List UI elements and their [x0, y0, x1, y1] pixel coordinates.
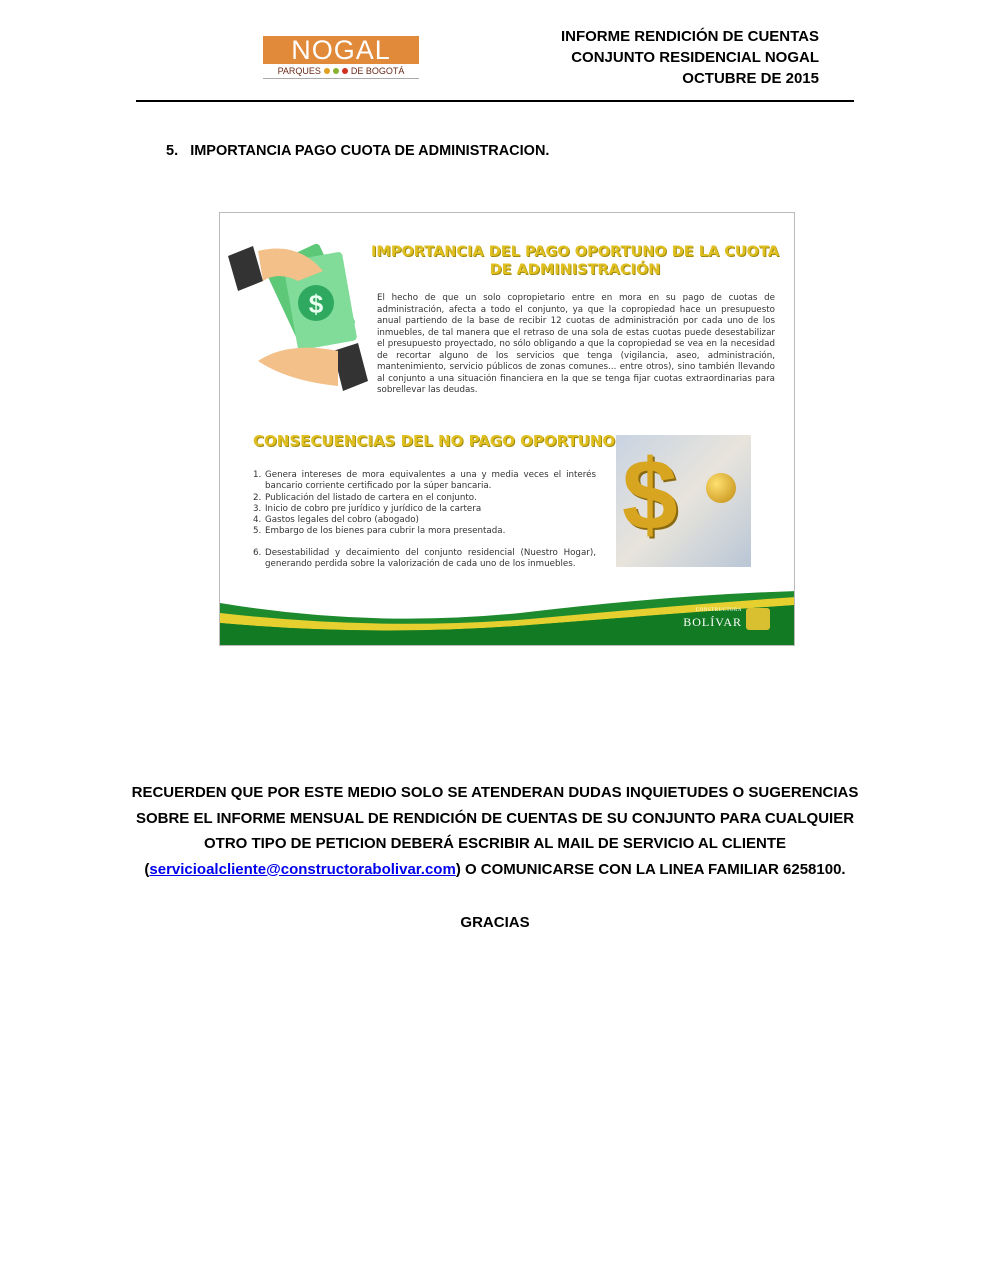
thanks-text: GRACIAS: [460, 914, 530, 931]
item-number: 5.: [253, 526, 262, 537]
email-link[interactable]: servicioalcliente@constructorabolivar.com: [149, 860, 456, 878]
gold-dollar-illustration: [616, 435, 751, 567]
item-text: Inicio de cobro pre jurídico y jurídico de la cartera: [265, 503, 482, 514]
tree-icon: [324, 68, 330, 74]
section-heading: [166, 143, 549, 159]
slide-title: IMPORTANCIA DEL PAGO OPORTUNO DE LA CUOTA DE ADMINISTRACIÓN: [371, 244, 779, 278]
item-number: 4.: [253, 515, 262, 526]
item-number: 3.: [253, 503, 262, 514]
list-item: [253, 470, 596, 493]
report-header: [561, 26, 819, 89]
header-line: CONJUNTO RESIDENCIAL NOGAL: [571, 49, 819, 66]
list-item: [253, 515, 596, 526]
logo-tagline-right: DE BOGOTÁ: [350, 66, 405, 76]
svg-text:$: $: [308, 289, 324, 319]
header-divider: [136, 100, 854, 102]
footer-notice: [120, 780, 870, 882]
brand-small: CONSTRUCTORA: [695, 608, 742, 613]
figure-icon: [706, 473, 736, 503]
item-text: Publicación del listado de cartera en el conjunto.: [265, 492, 477, 503]
brand-name: BOLÍVAR: [683, 615, 742, 629]
list-item: [253, 504, 596, 515]
list-item: [253, 526, 596, 537]
consequences-title: CONSECUENCIAS DEL NO PAGO OPORTUNO: [253, 432, 616, 450]
item-text: Desestabilidad y decaimiento del conjunto residencial (Nuestro Hogar), generando perdida sobre la valorización de cada uno de los inmuebles.: [265, 547, 596, 570]
slide-body: El hecho de que un solo copropietario entre en mora en su pago de cuotas de administración, afecta a todo el conjunto, ya que la copropiedad hace un presupuesto anual partiendo de la base de recibir 12 cuotas de administración por cada uno de los inmuebles, de tal manera que el retraso de una sola de estas cuotas puede desestabilizar el presupuesto proyectado, no sólo obligando a que la copropiedad se vea en la necesidad de recortar alguno de los servicios que tenga (vigilancia, aseo, administración, mantenimiento, servicio públicos de zonas comunes... entre otros), sino también llevando al conjunto a una situación financiera en la que se tenga fijar cuotas extraordinarias para sobrellevar las deudas.: [377, 293, 775, 395]
list-item: [253, 493, 596, 504]
logo-name: NOGAL: [263, 36, 419, 64]
bolivar-logo-icon: [746, 608, 770, 630]
nogal-logo: [263, 36, 419, 80]
notice-text: RECUERDEN QUE POR ESTE MEDIO SOLO SE ATENDERAN DUDAS INQUIETUDES O SUGERENCIAS SOBRE EL INFORME MENSUAL DE RENDICIÓN DE CUENTAS DE SU CONJUNTO PARA CUALQUIER OTRO TIPO DE PETICION DEBERÁ ESCRIBIR AL MAIL DE SERVICIO AL CLIENTE (: [131, 784, 859, 878]
item-text: Genera intereses de mora equivalentes a una y media veces el interés bancario corriente certificado por la súper bancaria.: [265, 470, 596, 492]
item-number: 1.: [253, 470, 262, 480]
item-text: Embargo de los bienes para cubrir la mora presentada.: [265, 526, 506, 537]
section-title: IMPORTANCIA PAGO CUOTA DE ADMINISTRACION.: [190, 143, 550, 159]
hands-money-icon: [228, 231, 368, 411]
bolivar-brand: [683, 608, 742, 631]
item-text: Gastos legales del cobro (abogado): [265, 515, 419, 526]
tree-icon: [333, 68, 339, 74]
tree-icon: [342, 68, 348, 74]
notice-text-end: ) O COMUNICARSE CON LA LINEA FAMILIAR 6258100.: [455, 860, 846, 878]
item-number: 2.: [253, 492, 262, 503]
logo-tagline-left: PARQUES: [277, 66, 321, 76]
header-line: INFORME RENDICIÓN DE CUENTAS: [560, 28, 819, 45]
header-line: OCTUBRE DE 2015: [682, 70, 819, 87]
section-number: 5.: [166, 143, 179, 159]
list-item: [253, 548, 596, 571]
dollar-icon: $: [622, 439, 678, 551]
logo-tagline: [263, 64, 419, 79]
item-number: 6.: [253, 547, 262, 558]
slide-image: [219, 212, 795, 646]
consequences-list: [253, 470, 596, 570]
